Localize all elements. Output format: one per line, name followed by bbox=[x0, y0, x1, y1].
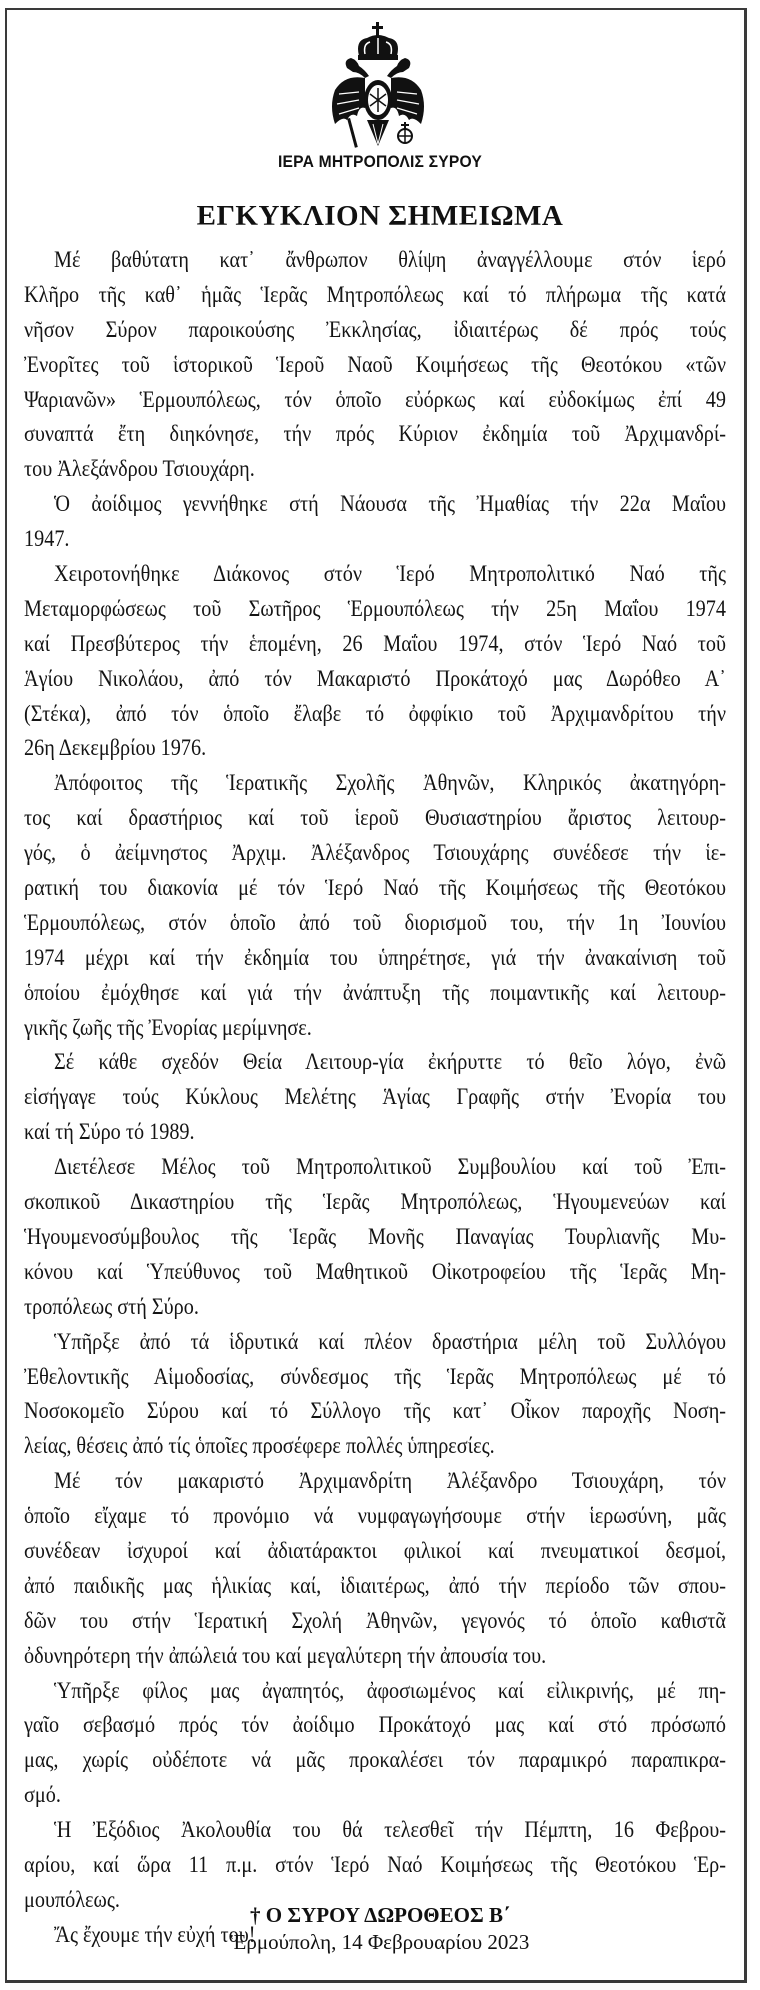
text-line-content: ὁποῖο εἴχαμε τό προνόμιο νά νυμφαγωγήσουμε στήν ἱερωσύνη, μᾶς bbox=[24, 1503, 726, 1530]
text-line-content: Ἑρμουπόλεως, στόν ὁποῖο ἀπό τοῦ διορισμοῦ του, τήν 1η Ἰουνίου bbox=[24, 909, 727, 936]
text-line-content: (Στέκα), ἀπό τόν ὁποῖο ἔλαβε τό ὀφφίκιο τοῦ Ἀρχιμανδρίτου τήν bbox=[24, 700, 727, 727]
document-title: ΕΓΚΥΚΛΙΟΝ ΣΗΜΕΙΩΜΑ bbox=[196, 200, 564, 232]
text-line-content: Ὑπῆρξε φίλος μας ἀγαπητός, ἀφοσιωμένος καί εἰλικρινής, μέ πη- bbox=[54, 1677, 726, 1704]
text-line bbox=[24, 1848, 726, 1883]
text-line bbox=[24, 731, 726, 766]
text-line-content: Ὑπῆρξε ἀπό τά ἱδρυτικά καί πλέον δραστήρια μέλη τοῦ Συλλόγου bbox=[54, 1328, 726, 1355]
text-line bbox=[24, 836, 726, 871]
text-line-content: συναπτά ἔτη διηκόνησε, τήν πρός Κύριον ἐκδημία τοῦ Ἀρχιμανδρί- bbox=[24, 421, 726, 448]
document-body bbox=[24, 243, 726, 1953]
text-line-content: Ἀπόφοιτος τῆς Ἱερατικῆς Σχολῆς Ἀθηνῶν, Κληρικός ἀκατηγόρη- bbox=[54, 770, 726, 797]
text-line-content: Μέ βαθύτατη κατ᾽ ἄνθρωπον θλίψη ἀναγγέλλουμε στόν ἱερό bbox=[54, 247, 726, 273]
text-line bbox=[24, 557, 726, 592]
text-line-content: κόνου καί Ὑπεύθυνος τοῦ Μαθητικοῦ Οἰκοτροφείου τῆς Ἱερᾶς Μη- bbox=[24, 1258, 727, 1285]
text-line bbox=[24, 1813, 726, 1848]
text-line-content: καί τή Σύρο τό 1989. bbox=[24, 1119, 195, 1146]
paragraph bbox=[24, 1150, 726, 1324]
text-line bbox=[24, 1743, 726, 1778]
text-line-content: λείας, θέσεις ἀπό τίς ὁποῖες προσέφερε πολλές ὑπηρεσίες. bbox=[24, 1433, 495, 1460]
text-line bbox=[24, 243, 726, 278]
text-line bbox=[24, 871, 726, 906]
text-line-content: Ὁ ἀοίδιμος γεννήθηκε στή Νάουσα τῆς Ἠμαθίας τήν 22α Μαΐου bbox=[54, 491, 726, 518]
text-line bbox=[24, 1045, 726, 1080]
text-line bbox=[24, 1429, 726, 1464]
text-line bbox=[24, 1185, 726, 1220]
text-line bbox=[24, 278, 726, 313]
text-line-content: τος καί δραστήριος καί τοῦ ἱεροῦ Θυσιαστηρίου ἄριστος λειτουρ- bbox=[24, 805, 727, 832]
text-line bbox=[24, 766, 726, 801]
text-line bbox=[24, 801, 726, 836]
text-line bbox=[24, 627, 726, 662]
paragraph bbox=[24, 243, 726, 487]
text-line-content: Σέ κάθε σχεδόν Θεία Λειτουρ-γία ἐκήρυττε τό θεῖο λόγο, ἐνῶ bbox=[54, 1049, 727, 1076]
text-line bbox=[24, 941, 726, 976]
text-line-content: Ἡ Ἐξόδιος Ἀκολουθία του θά τελεσθεῖ τήν Πέμπτη, 16 Φεβρου- bbox=[54, 1817, 726, 1844]
text-line bbox=[24, 697, 726, 732]
text-line bbox=[24, 1499, 726, 1534]
signature: † Ο ΣΥΡΟΥ ΔΩΡΟΘΕΟΣ Β΄ bbox=[250, 1903, 510, 1927]
text-line bbox=[24, 1778, 726, 1813]
text-line-content: νῆσον Σύρον παροικούσης Ἐκκλησίας, ἰδιαιτέρως δέ πρός τούς bbox=[24, 316, 727, 343]
text-line-content: του Ἀλεξάνδρου Τσιουχάρη. bbox=[24, 456, 255, 483]
text-line bbox=[24, 1011, 726, 1046]
text-line bbox=[24, 662, 726, 697]
text-line bbox=[24, 1150, 726, 1185]
text-line-content: ὀδυνηρότερη τήν ἀπώλειά του καί μεγαλύτερη τήν ἀπουσία του. bbox=[24, 1642, 547, 1669]
text-line-content: Μέ τόν μακαριστό Ἀρχιμανδρίτη Ἀλέξανδρο Τσιουχάρη, τόν bbox=[54, 1468, 726, 1495]
place-date: Ἑρμούπολη, 14 Φεβρουαρίου 2023 bbox=[230, 1930, 530, 1954]
text-line bbox=[24, 417, 726, 452]
text-line-content: Διετέλεσε Μέλος τοῦ Μητροπολιτικοῦ Συμβουλίου καί τοῦ Ἐπι- bbox=[54, 1154, 726, 1181]
text-line-content: Ἁγίου Νικολάου, ἀπό τόν Μακαριστό Προκάτοχό μας Δωρόθεο Α᾽ bbox=[24, 665, 727, 692]
paragraph bbox=[24, 1045, 726, 1150]
text-line-content: ἀπό παιδικῆς μας ἡλικίας καί, ἰδιαιτέρως, ἀπό τήν περίοδο τῶν σπου- bbox=[24, 1572, 727, 1599]
text-line-content: γαῖο σεβασμό πρός τόν ἀοίδιμο Προκάτοχό μας καί στό πρόσωπό bbox=[24, 1712, 727, 1739]
text-line bbox=[24, 1534, 726, 1569]
text-line bbox=[24, 1290, 726, 1325]
text-line bbox=[24, 1639, 726, 1674]
paragraph bbox=[24, 766, 726, 1045]
text-line-content: εἰσήγαγε τούς Κύκλους Μελέτης Ἁγίας Γραφῆς στήν Ἐνορία του bbox=[24, 1084, 727, 1111]
text-line-content: γός, ὁ ἀείμνηστος Ἀρχιμ. Ἀλέξανδρος Τσιουχάρης συνέδεσε τήν ἱε- bbox=[24, 840, 727, 867]
text-line-content: Ψαριανῶν» Ἑρμουπόλεως, τόν ὁποῖο εὐόρκως καί εὐδοκίμως ἐπί 49 bbox=[24, 386, 727, 413]
text-line-content: Ἄς ἔχουμε τήν εὐχή του! bbox=[54, 1921, 256, 1948]
text-line-content: καί Πρεσβύτερος τήν ἑπομένη, 26 Μαΐου 1974, στόν Ἱερό Ναό τοῦ bbox=[24, 630, 727, 657]
text-line-content: ὁποίου ἐμόχθησε καί γιά τήν ἀνάπτυξη τῆς ποιμαντικῆς καί λειτουρ- bbox=[24, 979, 727, 1006]
text-line-content: ρατική του διακονία μέ τόν Ἱερό Ναό τῆς Κοιμήσεως τῆς Θεοτόκου bbox=[24, 875, 727, 902]
text-line-content: 26η Δεκεμβρίου 1976. bbox=[24, 735, 207, 762]
text-line-content: μας, χωρίς οὐδέποτε νά μᾶς προκαλέσει τόν παραμικρό παραπικρα- bbox=[24, 1747, 727, 1774]
paragraph bbox=[24, 487, 726, 557]
text-line-content: σμό. bbox=[24, 1782, 61, 1809]
text-line bbox=[24, 1464, 726, 1499]
text-line-content: τροπόλεως στή Σύρο. bbox=[24, 1293, 199, 1320]
text-line-content: αρίου, καί ὥρα 11 π.μ. στόν Ἱερό Ναό Κοιμήσεως τῆς Θεοτόκου Ἑρ- bbox=[24, 1851, 727, 1878]
text-line-content: 1947. bbox=[24, 526, 70, 553]
text-line-content: Ἐνορῖτες τοῦ ἱστορικοῦ Ἱεροῦ Ναοῦ Κοιμήσεως τῆς Θεοτόκου «τῶν bbox=[24, 351, 727, 378]
text-line bbox=[24, 1674, 726, 1709]
text-line bbox=[24, 383, 726, 418]
text-line bbox=[24, 1569, 726, 1604]
text-line-content: γικῆς ζωῆς τῆς Ἐνορίας μερίμνησε. bbox=[24, 1014, 312, 1041]
text-line bbox=[24, 1360, 726, 1395]
double-headed-eagle-emblem-icon bbox=[325, 20, 431, 150]
text-line-content: 1974 μέχρι καί τήν ἐκδημία του ὑπηρέτησε, γιά τήν ἀνακαίνιση τοῦ bbox=[24, 944, 727, 971]
text-line bbox=[24, 1115, 726, 1150]
text-line-content: δῶν του στήν Ἱερατική Σχολή Ἀθηνῶν, γεγονός τό ὁποῖο καθιστᾶ bbox=[24, 1607, 727, 1634]
text-line bbox=[24, 313, 726, 348]
text-line bbox=[24, 1220, 726, 1255]
text-line-content: σκοπικοῦ Δικαστηρίου τῆς Ἱερᾶς Μητροπόλεως, Ἡγουμενεύων καί bbox=[24, 1189, 727, 1216]
text-line-content: Ἡγουμενοσύμβουλος τῆς Ἱερᾶς Μονῆς Παναγίας Τουρλιανῆς Μυ- bbox=[24, 1223, 727, 1250]
text-line bbox=[24, 522, 726, 557]
text-line bbox=[24, 487, 726, 522]
paragraph bbox=[24, 1464, 726, 1673]
paragraph bbox=[24, 1325, 726, 1465]
paragraph bbox=[24, 1674, 726, 1814]
text-line bbox=[24, 348, 726, 383]
text-line bbox=[24, 592, 726, 627]
text-line-content: Χειροτονήθηκε Διάκονος στόν Ἱερό Μητροπολιτικό Ναό τῆς bbox=[54, 561, 727, 588]
text-line-content: Κλῆρο τῆς καθ᾽ ἡμᾶς Ἱερᾶς Μητροπόλεως καί τό πλήρωμα τῆς κατά bbox=[24, 281, 727, 308]
text-line-content: Νοσοκομεῖο Σύρου καί τό Σύλλογο τῆς κατ᾽ Οἶκον παροχῆς Νοση- bbox=[24, 1398, 726, 1425]
text-line bbox=[24, 1394, 726, 1429]
text-line-content: Μεταμορφώσεως τοῦ Σωτῆρος Ἑρμουπόλεως τήν 25η Μαΐου 1974 bbox=[24, 595, 727, 622]
text-line bbox=[24, 1708, 726, 1743]
text-line-content: συνέδεαν ἰσχυροί καί ἀδιατάρακτοι φιλικοί καί πνευματικοί δεσμοί, bbox=[24, 1537, 727, 1564]
text-line bbox=[24, 1255, 726, 1290]
text-line bbox=[24, 1080, 726, 1115]
text-line bbox=[24, 906, 726, 941]
text-line bbox=[24, 1604, 726, 1639]
text-line bbox=[24, 1325, 726, 1360]
text-line bbox=[24, 452, 726, 487]
paragraph bbox=[24, 557, 726, 766]
text-line-content: μουπόλεως. bbox=[24, 1886, 120, 1913]
organization-name: ΙΕΡΑ ΜΗΤΡΟΠΟΛΙΣ ΣΥΡΟΥ bbox=[277, 152, 482, 171]
text-line bbox=[24, 976, 726, 1011]
text-line-content: Ἐθελοντικῆς Αἱμοδοσίας, σύνδεσμος τῆς Ἱερᾶς Μητροπόλεως μέ τό bbox=[24, 1363, 727, 1390]
